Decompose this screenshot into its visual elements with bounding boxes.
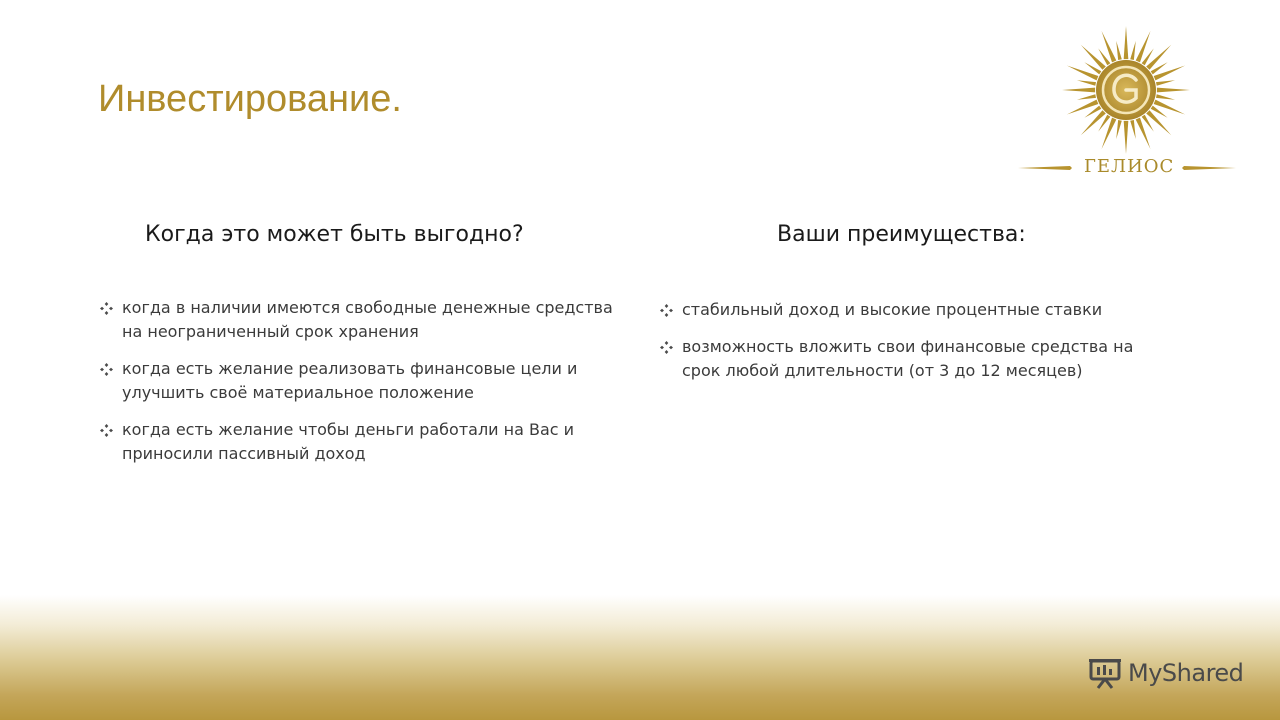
diamond-bullet-icon bbox=[100, 424, 113, 437]
watermark-text: MyShared bbox=[1128, 659, 1244, 687]
list-item-text: возможность вложить свои финансовые средства на срок любой длительности (от 3 до 12 месяцев) bbox=[682, 337, 1134, 380]
left-bullet-list bbox=[100, 296, 630, 479]
right-column-heading: Ваши преимущества: bbox=[777, 222, 1026, 247]
list-item bbox=[660, 298, 1160, 322]
diamond-bullet-icon bbox=[100, 302, 113, 315]
brand-name: ГЕЛИОС bbox=[1084, 156, 1175, 177]
list-item bbox=[100, 357, 630, 405]
list-item bbox=[100, 296, 630, 344]
list-item-text: когда в наличии имеются свободные денежные средства на неограниченный срок хранения bbox=[122, 298, 613, 341]
diamond-bullet-icon bbox=[100, 363, 113, 376]
slide-title: Инвестирование. bbox=[98, 78, 402, 120]
right-bullet-list bbox=[660, 298, 1160, 396]
diamond-bullet-icon bbox=[660, 304, 673, 317]
watermark[interactable] bbox=[1088, 656, 1243, 690]
list-item-text: когда есть желание чтобы деньги работали на Вас и приносили пассивный доход bbox=[122, 420, 575, 463]
list-item-text: когда есть желание реализовать финансовые цели и улучшить своё материальное положение bbox=[122, 359, 578, 402]
diamond-bullet-icon bbox=[660, 341, 673, 354]
presentation-board-icon bbox=[1088, 657, 1122, 689]
list-item bbox=[100, 418, 630, 466]
list-item-text: стабильный доход и высокие процентные ставки bbox=[682, 300, 1103, 319]
left-column-heading: Когда это может быть выгодно? bbox=[145, 222, 524, 247]
list-item bbox=[660, 335, 1160, 383]
